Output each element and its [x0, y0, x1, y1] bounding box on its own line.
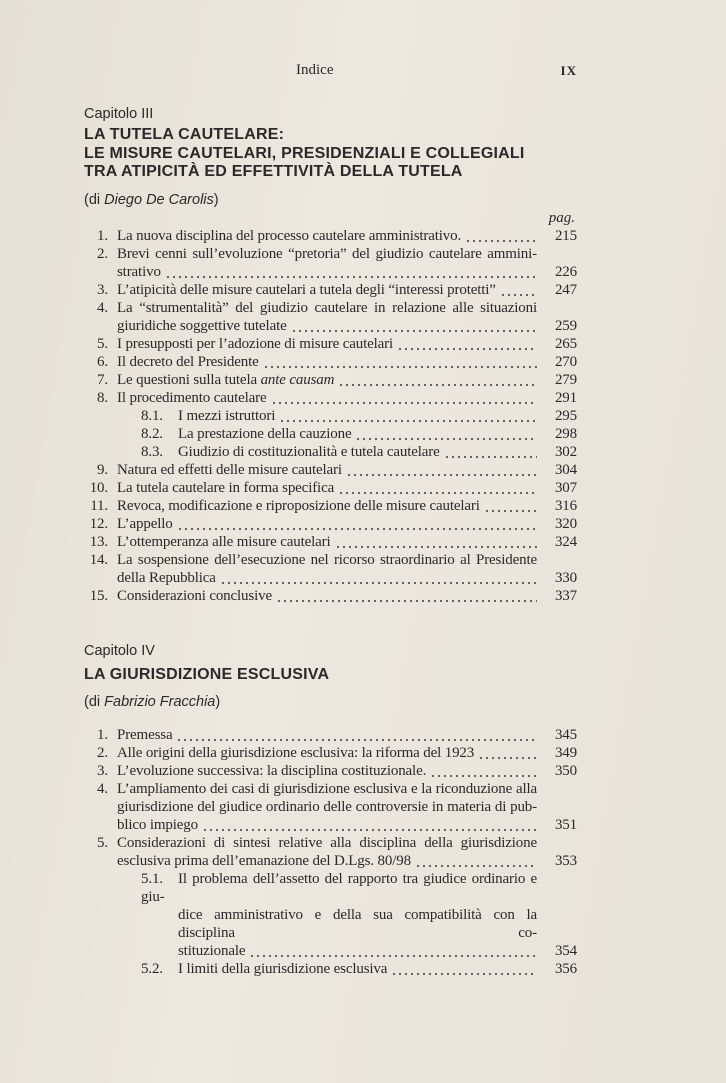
entry-body [117, 389, 577, 407]
entry-text-content: L’appello [117, 515, 173, 532]
entry-text [117, 497, 480, 515]
entry-text [141, 443, 440, 461]
dot-leader [263, 353, 537, 371]
toc-entry [84, 533, 577, 551]
entry-text [117, 317, 287, 335]
entry-line [117, 569, 577, 587]
entry-number: 6. [97, 353, 108, 370]
dot-leader [271, 389, 537, 407]
entry-body [117, 533, 577, 551]
entry-text-content: I mezzi istruttori [178, 407, 276, 424]
entry-body [117, 515, 577, 533]
entry-text [117, 389, 267, 407]
entry-body [117, 762, 577, 780]
entry-text-content: La sospensione dell’esecuzione nel ricorso straordinario al Presidente [117, 551, 537, 568]
entry-text [117, 744, 474, 762]
entry-line [117, 299, 577, 317]
chapter-title [84, 126, 577, 182]
entry-number [84, 425, 108, 443]
entry-text-content: L’ampliamento dei casi di giurisdizione esclusiva e la riconduzione alla [117, 781, 537, 797]
dot-leader [338, 479, 537, 497]
entry-body [117, 744, 577, 762]
toc-entry [84, 744, 577, 762]
entry-text-content: giuridiche soggettive tutelate [117, 317, 287, 334]
entry-body [141, 407, 577, 425]
entry-text [117, 799, 537, 815]
toc-entry [84, 497, 577, 515]
entry-body [117, 497, 577, 515]
entry-page-number: 298 [554, 425, 577, 442]
entry-number: 8.2. [141, 425, 163, 442]
toc-entry [84, 335, 577, 353]
dot-leader [500, 281, 537, 299]
entry-page-number: 316 [554, 497, 577, 514]
entry-page-number: 337 [554, 587, 577, 604]
entry-body [117, 299, 577, 335]
entry-page-number: 295 [554, 407, 577, 424]
entry-line [141, 443, 577, 461]
dot-leader [177, 515, 537, 533]
entry-text [117, 552, 537, 568]
entry-text-content: L’ottemperanza alle misure cautelari [117, 533, 331, 550]
entry-text [117, 227, 461, 245]
toc-entry [84, 443, 577, 461]
chapter-label: Capitolo III [84, 106, 154, 122]
entry-body [141, 425, 577, 443]
dot-leader [415, 852, 537, 870]
chapter-author [84, 191, 577, 209]
dot-leader [484, 497, 537, 515]
entry-text [141, 425, 351, 443]
author-prefix: (di [84, 191, 105, 208]
toc-entry [84, 780, 577, 834]
entry-text [117, 335, 393, 353]
entry-line [117, 816, 577, 834]
page-column-label: pag. [548, 209, 575, 226]
author-suffix: ) [213, 191, 219, 208]
entry-text-content: giurisdizione del giudice ordinario delle controversie in materia di pub- [117, 799, 537, 815]
toc-entry [84, 870, 577, 960]
entry-line [117, 461, 577, 479]
toc-entry [84, 515, 577, 533]
toc-entry [84, 587, 577, 605]
dot-leader [478, 744, 537, 762]
entry-body [117, 726, 577, 744]
entry-text [178, 942, 245, 960]
dot-leader [397, 335, 537, 353]
entry-line [117, 515, 577, 533]
entry-text [117, 353, 259, 371]
entry-line [141, 870, 577, 906]
dot-leader [391, 960, 537, 978]
entry-number [84, 443, 108, 461]
toc-entry [84, 389, 577, 407]
entry-text-content: L’atipicità delle misure cautelari a tutela degli “interessi protetti” [117, 281, 496, 298]
entry-text-content: Il decreto del Presidente [117, 353, 259, 370]
entry-body [117, 227, 577, 245]
dot-leader [176, 726, 537, 744]
entry-number: 4. [97, 781, 108, 797]
entry-line [117, 353, 577, 371]
entry-body [141, 960, 577, 978]
entry-number: 9. [97, 461, 108, 478]
entry-text [117, 479, 334, 497]
entry-text-content: Il procedimento cautelare [117, 389, 267, 406]
entry-page-number: 324 [554, 533, 577, 550]
entry-text [117, 816, 198, 834]
entry-line [141, 960, 577, 978]
entry-text [141, 407, 275, 425]
dot-leader [355, 425, 537, 443]
entry-text [117, 726, 172, 744]
entry-page-number: 356 [554, 961, 577, 977]
entry-text [117, 587, 272, 605]
entry-text [117, 246, 537, 262]
toc-entry [84, 227, 577, 245]
entry-line [117, 744, 577, 762]
chapter-title-line: TRA ATIPICITÀ ED EFFETTIVITÀ DELLA TUTELA [84, 163, 463, 180]
entry-page-number: 349 [554, 745, 577, 761]
dot-leader [165, 263, 537, 281]
entry-body [117, 353, 577, 371]
entry-number: 14. [89, 551, 108, 568]
entry-number: 5.2. [141, 961, 163, 977]
entry-body [141, 443, 577, 461]
entry-line [117, 335, 577, 353]
entry-text-content: Natura ed effetti delle misure cautelari [117, 461, 342, 478]
entry-number: 8.1. [141, 407, 163, 424]
entry-line [117, 245, 577, 263]
entry-body [117, 479, 577, 497]
entry-page-number: 265 [554, 335, 577, 352]
chapter-label: Capitolo IV [84, 642, 155, 659]
entry-line [117, 780, 577, 798]
toc-entry [84, 762, 577, 780]
dot-leader [465, 227, 537, 245]
entry-text-content: Premessa [117, 727, 173, 743]
entry-number [84, 960, 108, 978]
entry-body [117, 335, 577, 353]
entry-text [117, 300, 537, 316]
entry-body [117, 834, 577, 870]
entry-body [117, 461, 577, 479]
entry-number: 5.1. [141, 871, 163, 887]
entry-page-number: 215 [554, 227, 577, 244]
entry-text-content: della Repubblica [117, 569, 216, 586]
entry-line [141, 425, 577, 443]
page-number: IX [560, 63, 577, 78]
dot-leader [338, 371, 537, 389]
entry-number [84, 870, 108, 960]
toc-entry [84, 551, 577, 587]
entry-text [117, 781, 537, 797]
entry-body [117, 587, 577, 605]
chapter-title-line: LA GIURISDIZIONE ESCLUSIVA [84, 665, 330, 683]
entry-page-number: 279 [554, 371, 577, 388]
entry-text [141, 871, 537, 905]
entry-page-number: 226 [554, 263, 577, 280]
entry-line [117, 227, 577, 245]
dot-leader [430, 762, 537, 780]
entry-number: 12. [89, 515, 108, 532]
entry-text [117, 461, 342, 479]
entry-line [117, 834, 577, 852]
entry-body [141, 870, 577, 960]
entry-line [117, 852, 577, 870]
dot-leader [249, 942, 537, 960]
author-name: Fabrizio Fracchia [104, 694, 216, 710]
entry-page-number: 302 [554, 443, 577, 460]
entry-line [141, 906, 577, 942]
entry-text-content: dice amministrativo e della sua compatibilità con la disciplina co- [178, 907, 537, 941]
entry-number: 1. [97, 727, 108, 743]
entry-body [117, 371, 577, 389]
entry-text-content: Revoca, modificazione e riproposizione delle misure cautelari [117, 497, 480, 514]
entry-text-content: La tutela cautelare in forma specifica [117, 479, 335, 496]
entry-text-content: La prestazione della cauzione [178, 425, 352, 442]
entry-line [117, 798, 577, 816]
entry-line [141, 942, 577, 960]
entry-text-content: I presupposti per l’adozione di misure cautelari [117, 335, 394, 352]
entry-text-content: I limiti della giurisdizione esclusiva [178, 961, 388, 977]
entry-text-italic: ante causam [260, 371, 335, 388]
entry-page-number: 320 [554, 515, 577, 532]
entry-text-content: blico impiego [117, 817, 198, 833]
entry-page-number: 330 [554, 569, 577, 586]
entry-number: 2. [97, 745, 108, 761]
entry-text [117, 569, 216, 587]
running-header-title: Indice [296, 62, 334, 78]
dot-leader [220, 569, 537, 587]
entry-line [117, 389, 577, 407]
entry-text [141, 960, 387, 978]
toc-entry [84, 834, 577, 870]
entry-line [117, 281, 577, 299]
dot-leader [335, 533, 537, 551]
toc-list [84, 227, 577, 605]
author-suffix: ) [215, 694, 221, 710]
entry-number: 10. [89, 479, 108, 496]
entry-text-content: strativo [117, 263, 161, 280]
entry-page-number: 304 [554, 461, 577, 478]
entry-page-number: 259 [554, 317, 577, 334]
toc-entry [84, 281, 577, 299]
dot-leader [276, 587, 537, 605]
entry-line [117, 317, 577, 335]
running-header [84, 61, 577, 79]
toc-entry [84, 245, 577, 281]
entry-body [117, 281, 577, 299]
chapter-title-line: LE MISURE CAUTELARI, PRESIDENZIALI E COLLEGIALI [84, 144, 525, 162]
entry-line [117, 263, 577, 281]
entry-number: 7. [97, 371, 108, 388]
entry-number: 5. [97, 835, 108, 851]
entry-page-number: 247 [554, 281, 577, 298]
dot-leader [291, 317, 537, 335]
entry-number: 3. [97, 763, 108, 779]
entry-line [117, 551, 577, 569]
entry-page-number: 291 [554, 389, 577, 406]
toc-entry [84, 407, 577, 425]
entry-page-number: 345 [554, 727, 577, 743]
author-name: Diego De Carolis [104, 191, 214, 208]
entry-number: 1. [97, 227, 108, 244]
toc-entry [84, 960, 577, 978]
entry-line [117, 533, 577, 551]
entry-text [117, 533, 331, 551]
entry-line [117, 587, 577, 605]
dot-leader [279, 407, 537, 425]
entry-text [178, 907, 537, 941]
entry-text-content: Considerazioni di sintesi relative alla disciplina della giurisdizione [117, 835, 537, 851]
entry-text [117, 852, 411, 870]
entry-number: 13. [89, 533, 108, 550]
toc-list [84, 726, 577, 978]
entry-number: 3. [97, 281, 108, 298]
entry-number: 2. [97, 245, 108, 262]
entry-text [117, 762, 426, 780]
entry-text-content: esclusiva prima dell’emanazione del D.Lgs. 80/98 [117, 853, 411, 869]
chapter-title [84, 666, 577, 685]
toc-entry [84, 425, 577, 443]
toc-entry [84, 479, 577, 497]
entry-number: 8.3. [141, 443, 163, 460]
dot-leader [202, 816, 537, 834]
entry-page-number: 351 [554, 817, 577, 833]
entry-number: 4. [97, 299, 108, 316]
entry-text [117, 281, 496, 299]
entry-text [117, 835, 537, 851]
entry-text-content: L’evoluzione successiva: la disciplina costituzionale. [117, 763, 427, 779]
toc-entry [84, 461, 577, 479]
toc-entry [84, 353, 577, 371]
entry-number: 15. [89, 587, 108, 604]
entry-line [117, 371, 577, 389]
entry-text [117, 263, 161, 281]
entry-page-number: 270 [554, 353, 577, 370]
dot-leader [346, 461, 537, 479]
entry-text-content: Il problema dell’assetto del rapporto tra giudice ordinario e giu- [141, 871, 537, 905]
entry-page-number: 354 [554, 943, 577, 959]
entry-line [117, 762, 577, 780]
entry-text-content: Brevi cenni sull’evoluzione “pretoria” del giudizio cautelare ammini- [117, 245, 537, 262]
toc-entry [84, 726, 577, 744]
chapter-title-line: LA TUTELA CAUTELARE: [84, 126, 285, 143]
page-content [84, 0, 577, 978]
entry-body [117, 780, 577, 834]
dot-leader [444, 443, 537, 461]
entry-line [117, 497, 577, 515]
entry-number: 8. [97, 389, 108, 406]
entry-number: 5. [97, 335, 108, 352]
entry-text [117, 371, 334, 389]
entry-text-content: Le questioni sulla tutela [117, 371, 261, 388]
entry-text-content: La “strumentalità” del giudizio cautelare in relazione alle situazioni [117, 299, 537, 316]
entry-number: 11. [90, 497, 108, 514]
author-prefix: (di [84, 694, 105, 710]
entry-text-content: Considerazioni conclusive [117, 587, 272, 604]
entry-text-content: Giudizio di costituzionalità e tutela cautelare [178, 443, 440, 460]
entry-page-number: 307 [554, 479, 577, 496]
chapter-author [84, 693, 577, 711]
entry-text-content: La nuova disciplina del processo cautelare amministrativo. [117, 227, 462, 244]
entry-line [117, 479, 577, 497]
entry-text-content: Alle origini della giurisdizione esclusiva: la riforma del 1923 [117, 745, 475, 761]
entry-body [117, 551, 577, 587]
entry-page-number: 350 [554, 763, 577, 779]
entry-number [84, 407, 108, 425]
entry-page-number: 353 [554, 853, 577, 869]
entry-text [117, 515, 173, 533]
entry-line [117, 726, 577, 744]
entry-body [117, 245, 577, 281]
entry-text-content: stituzionale [178, 943, 246, 959]
entry-line [141, 407, 577, 425]
toc-entry [84, 299, 577, 335]
toc-entry [84, 371, 577, 389]
